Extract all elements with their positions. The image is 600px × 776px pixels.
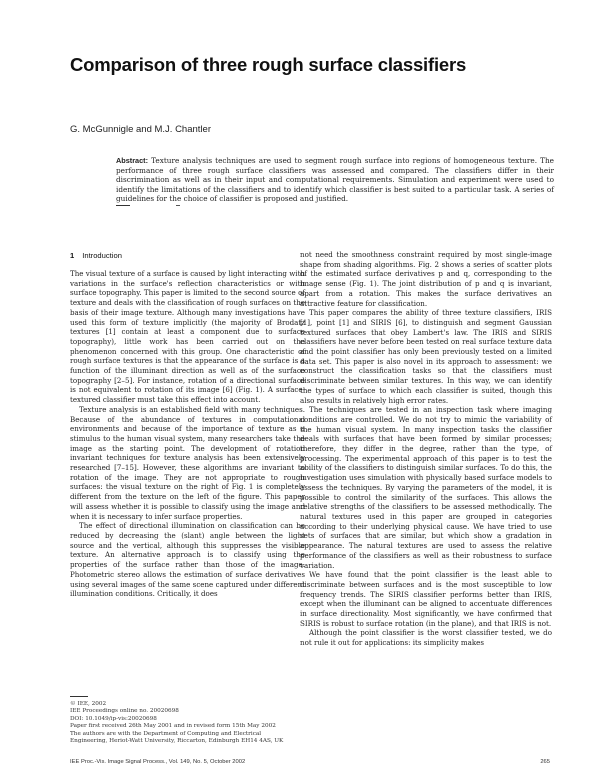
abstract-text: Texture analysis techniques are used to segment rough surface into regions of homogeneous texture. The performance of three rough surface classifiers was assessed and compared. The classifiers differ in their discrimination as well as in their input and computational requirements. Simulation and experiment were used to identify the limitations of the classifiers and to identify which classifier is best suited to a particular task. A series of guidelines for the choice of classifier is proposed and justified. xyxy=(116,156,554,204)
paper-authors: G. McGunnigle and M.J. Chantler xyxy=(70,124,211,135)
footnotes xyxy=(70,701,305,745)
journal-footer xyxy=(70,759,550,765)
section-heading xyxy=(70,251,122,260)
section-number: 1 xyxy=(70,251,75,260)
footnote-line: The authors are with the Department of Computing and Electrical xyxy=(70,730,262,737)
footnote-line: Paper first received 26th May 2001 and in revised form 15th May 2002 xyxy=(70,723,276,730)
footnote-line: IEE Proceedings online no. 20020698 xyxy=(70,708,179,715)
section-title: Introduction xyxy=(82,251,122,260)
paragraph: The effect of directional illumination on classification can be reduced by decreasing the (slant) angle between the light source and the vertical, although this suppresses the visible texture. An alternative approach is to classify using the properties of the surface rather than those of the image. Photometric stereo allows the estimation of surface derivatives using several images of the same scene captured under different illumination conditions. Critically, it does xyxy=(70,521,305,599)
abstract-label: Abstract: xyxy=(116,156,149,165)
paragraph: Although the point classifier is the worst classifier tested, we do not rule it out for applications: its simplicity makes xyxy=(300,628,552,648)
paragraph: The visual texture of a surface is caused by light interacting with variations in the surface's reflection characteristics or with surface topography. This paper is limited to the second source of texture and deals with the classification of rough surfaces on the basis of their image texture. Although many investigations have used this form of texture implicitly (the majority of Brodatz textures [1] contain at least a component due to surface topography), little work has been carried out on the phenomenon concerned with this group. One characteristic of rough surface textures is that the appearance of the surface is a function of the illuminant direction as well as of the surface topography [2–5]. For instance, rotation of a directional surface is not equivalent to rotation of its image [6] (Fig. 1). A surface-textured classifier must take this effect into account. xyxy=(70,269,305,405)
paragraph: We have found that the point classifier is the least able to discriminate between surfaces and is the most susceptible to low frequency trends. The SIRIS classifier performs better than IRIS, except when the illuminant can be aligned to accentuate differences in surface directionality. Most significantly, we have confirmed that SIRIS is robust to surface rotation (in the plane), and that IRIS is not. xyxy=(300,570,552,628)
footnote-line: DOI: 10.1049/ip-vis:20020698 xyxy=(70,715,157,722)
paragraph: This paper compares the ability of three texture classifiers, IRIS [1], point [1] and SIRIS [6], to distinguish and segment Gaussian textured surfaces that obey Lambert's law. The IRIS and SIRIS classifiers have never before been tested on real surface texture data and the point classifier has only been previously tested on a limited data set. This paper is also novel in its approach to assessment: we construct the classification tasks so that the classifiers must discriminate between similar textures. In this way, we can identify the types of surface to which each classifier is suited, though this also results in relatively high error rates. xyxy=(300,308,552,405)
paragraph: not need the smoothness constraint required by most single-image shape from shading algorithms. Fig. 2 shows a series of scatter plots of the estimated surface derivatives p and q, corresponding to the image sense (Fig. 1). The joint distribution of p and q is invariant, apart from a rotation. This makes the surface derivatives an attractive feature for classification. xyxy=(300,250,552,308)
footnote-line: Engineering, Heriot-Watt University, Riccarton, Edinburgh EH14 4AS, UK xyxy=(70,738,284,745)
abstract xyxy=(116,156,554,204)
footnote-line: © IEE, 2002 xyxy=(70,701,107,707)
page-number: 265 xyxy=(540,759,550,765)
footnote-divider xyxy=(70,696,88,697)
paper-title: Comparison of three rough surface classifiers xyxy=(70,54,467,75)
abstract-divider xyxy=(116,205,130,206)
abstract-divider-mark xyxy=(176,205,180,206)
paragraph: The techniques are tested in an inspection task where imaging conditions are controlled. We do not try to mimic the variability of the human visual system. In many inspection tasks the classifier deals with surfaces that have been formed by similar processes; therefore, they differ in the degree, rather than the type, of processing. The experimental approach of this paper is to test the ability of the classifiers to distinguish similar surfaces. To do this, the investigation uses simulation with physically based surface models to assess the techniques. By varying the parameters of the model, it is possible to control the similarity of the surfaces. This allows the relative strengths of the classifiers to be assessed methodically. The natural textures used in this paper are grouped in categories according to their underlying physical cause. We have tried to use sets of surfaces that are similar, but which show a gradation in appearance. The natural textures are used to assess the relative performance of the classifiers as well as their robustness to surface variation. xyxy=(300,405,552,570)
paragraph: Texture analysis is an established field with many techniques. Because of the abundance of textures in computational environments and because of the importance of texture as a stimulus to the human visual system, many researchers take the image as the starting point. The development of rotation invariant techniques for texture analysis has been extensively researched [7–15]. However, these algorithms are invariant to rotation of the image. They are not appropriate to rough surfaces: the visual texture on the right of Fig. 1 is completely different from the texture on the left of the figure. This paper will assess whether it is possible to classify using the image and when it is necessary to infer surface properties. xyxy=(70,404,305,521)
left-column xyxy=(70,269,305,599)
right-column xyxy=(300,250,552,648)
journal-citation: IEE Proc.-Vis. Image Signal Process., Vol. 149, No. 5, October 2002 xyxy=(70,759,246,765)
